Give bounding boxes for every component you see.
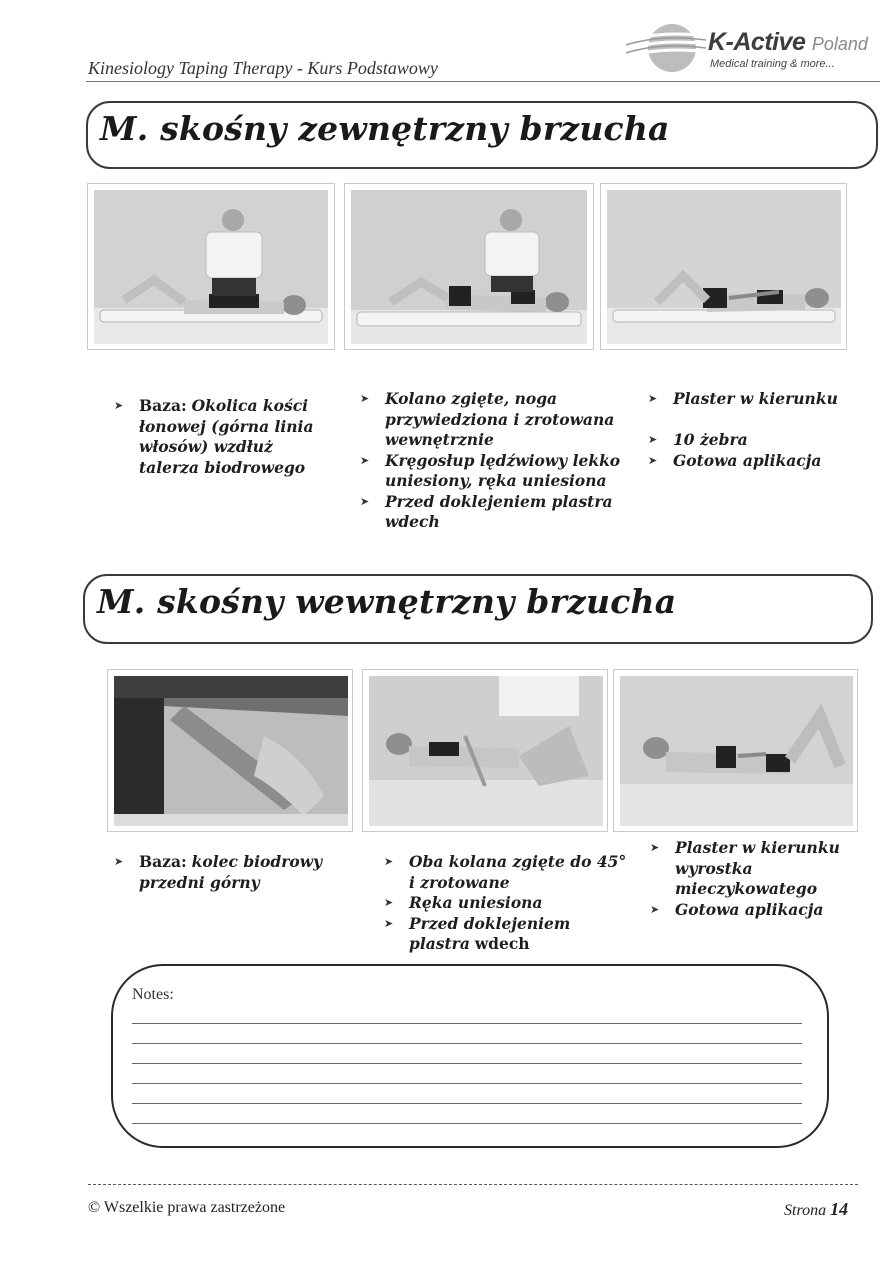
list-item: ➤ Przed doklejeniem plastra wdech xyxy=(358,492,626,533)
notes-box xyxy=(111,964,829,1148)
section2-direction-column xyxy=(648,838,878,920)
list-item-text: Przed doklejeniem plastra xyxy=(409,913,571,953)
direction-list xyxy=(646,389,876,471)
list-item: ➤ Gotowa aplikacja xyxy=(646,451,876,472)
logo-tagline: Medical training & more... xyxy=(710,58,835,70)
photo-ready-application-2 xyxy=(613,669,858,832)
photo-ready-application-1 xyxy=(600,183,847,350)
list-continuation: ➤ 10 żebra xyxy=(646,430,876,451)
document-header-title: Kinesiology Taping Therapy - Kurs Podstawowy xyxy=(88,58,438,78)
section1-position-column xyxy=(358,389,626,533)
section-title-box xyxy=(83,574,873,644)
logo-country: Poland xyxy=(811,34,868,54)
photo-knees-bent-rotated xyxy=(362,669,608,832)
section1-direction-column xyxy=(646,389,876,471)
section1-base-column xyxy=(112,396,337,478)
base-text: kolec biodrowy przedni górny xyxy=(139,852,323,892)
position-list xyxy=(358,389,626,533)
section2-base-column xyxy=(112,852,362,893)
header-divider xyxy=(86,81,880,82)
footer-divider xyxy=(88,1184,858,1185)
base-list xyxy=(112,396,337,478)
list-item: ➤ Plaster w kierunku wyrostka mieczykowatego xyxy=(648,838,878,900)
section2-position-column xyxy=(382,852,632,955)
logo-wave-icon xyxy=(620,22,710,78)
copyright-text: © Wszelkie prawa zastrzeżone xyxy=(88,1199,286,1216)
list-item: ➤ Oba kolana zgięte do 45° i zrotowane xyxy=(382,852,632,893)
logo-wordmark xyxy=(708,28,868,57)
list-item xyxy=(382,914,632,955)
base-label: Baza: xyxy=(139,852,187,871)
base-list xyxy=(112,852,362,893)
list-item-tail: wdech xyxy=(474,934,530,953)
notes-line[interactable] xyxy=(132,1123,802,1124)
page-label: Strona xyxy=(784,1202,827,1219)
logo-name: K-Active xyxy=(708,28,806,56)
list-item xyxy=(112,396,337,478)
notes-line[interactable] xyxy=(132,1083,802,1084)
position-list xyxy=(382,852,632,955)
list-item: ➤ Kolano zgięte, noga przywiedziona i zrotowana wewnętrznie xyxy=(358,389,626,451)
base-label: Baza: xyxy=(139,396,187,415)
notes-label: Notes: xyxy=(132,986,174,1003)
base-text: Okolica kości łonowej (górna linia włosów) wzdłuż talerza biodrowego xyxy=(139,396,314,477)
photo-tape-base-close-up xyxy=(107,669,353,832)
page-number-value: 14 xyxy=(830,1199,849,1219)
section-title: M. skośny wewnętrzny brzucha xyxy=(97,582,677,621)
page-number xyxy=(784,1199,848,1220)
list-item: ➤ Plaster w kierunku xyxy=(646,389,876,410)
section-title-box xyxy=(86,101,878,169)
notes-line[interactable] xyxy=(132,1063,802,1064)
list-item: ➤ Ręka uniesiona xyxy=(382,893,632,914)
section-title: M. skośny zewnętrzny brzucha xyxy=(100,109,670,148)
notes-line[interactable] xyxy=(132,1103,802,1104)
list-item xyxy=(112,852,362,893)
notes-line[interactable] xyxy=(132,1023,802,1024)
photo-therapist-positioning xyxy=(87,183,335,350)
list-item: ➤ Kręgosłup lędźwiowy lekko uniesiony, ręka uniesiona xyxy=(358,451,626,492)
direction-list xyxy=(648,838,878,920)
list-item: ➤ Gotowa aplikacja xyxy=(648,900,878,921)
notes-line[interactable] xyxy=(132,1043,802,1044)
photo-leg-adducted-rotated xyxy=(344,183,594,350)
